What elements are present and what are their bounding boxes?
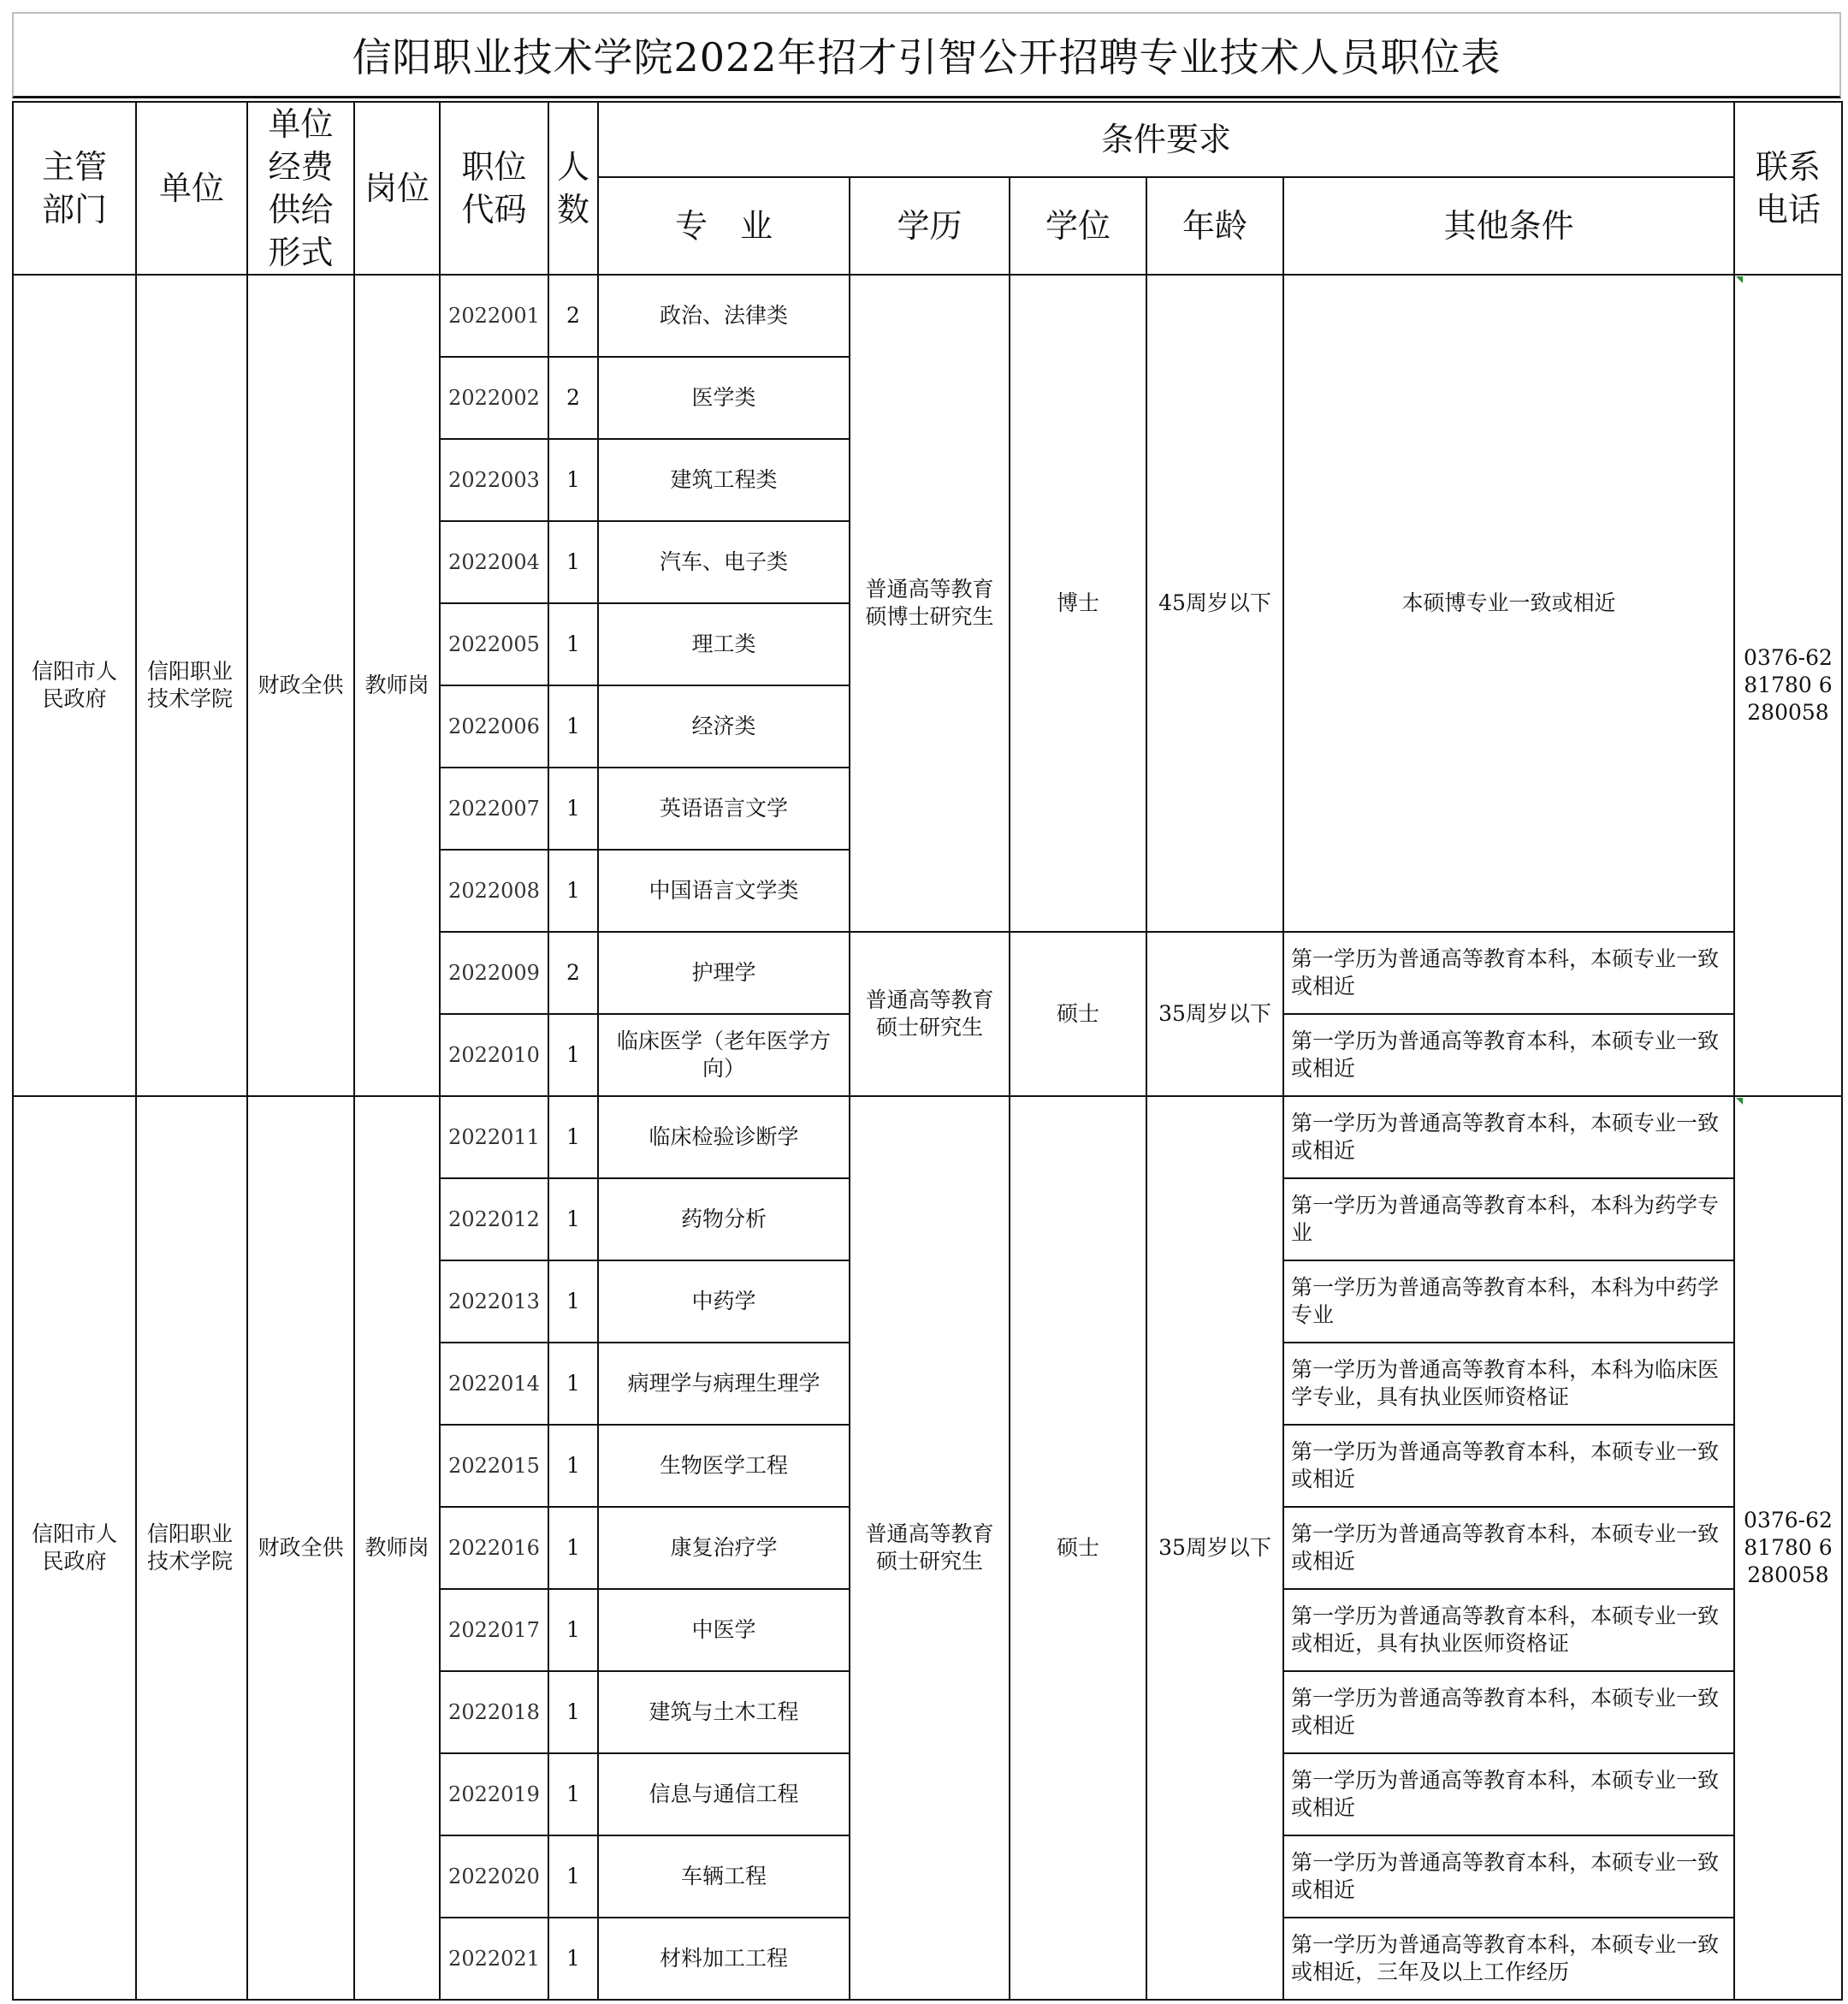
- other-conditions-cell: 第一学历为普通高等教育本科，本科为药学专业: [1283, 1178, 1734, 1260]
- code-cell: 2022005: [440, 603, 548, 685]
- other-conditions-cell: 第一学历为普通高等教育本科，本硕专业一致或相近: [1283, 1014, 1734, 1096]
- major-cell: 理工类: [598, 603, 850, 685]
- header-major: 专 业: [598, 177, 850, 275]
- other-conditions-cell: 第一学历为普通高等教育本科，本硕专业一致或相近: [1283, 1671, 1734, 1753]
- degree-cell: 博士: [1010, 275, 1146, 932]
- education-cell: 普通高等教育硕士研究生: [850, 1096, 1010, 2000]
- contact-cell: 0376-6281780 6280058: [1734, 1096, 1842, 2000]
- other-conditions-cell: 第一学历为普通高等教育本科，本硕专业一致或相近，具有执业医师资格证: [1283, 1589, 1734, 1671]
- count-cell: 1: [548, 1178, 598, 1260]
- post-cell: 教师岗: [354, 275, 440, 1096]
- major-cell: 建筑与土木工程: [598, 1671, 850, 1753]
- count-cell: 1: [548, 521, 598, 603]
- table-body: [13, 275, 1842, 2000]
- major-cell: 临床检验诊断学: [598, 1096, 850, 1178]
- code-cell: 2022017: [440, 1589, 548, 1671]
- code-cell: 2022014: [440, 1343, 548, 1425]
- recruitment-sheet: [12, 12, 1841, 1994]
- table-row: [13, 1096, 1842, 1178]
- table-row: [13, 275, 1842, 357]
- major-cell: 病理学与病理生理学: [598, 1343, 850, 1425]
- education-cell: 普通高等教育硕博士研究生: [850, 275, 1010, 932]
- header-degree: 学位: [1010, 177, 1146, 275]
- major-cell: 中医学: [598, 1589, 850, 1671]
- major-cell: 车辆工程: [598, 1835, 850, 1918]
- post-cell: 教师岗: [354, 1096, 440, 2000]
- major-cell: 护理学: [598, 932, 850, 1014]
- code-cell: 2022011: [440, 1096, 548, 1178]
- count-cell: 1: [548, 1096, 598, 1178]
- sheet-title: 信阳职业技术学院2022年招才引智公开招聘专业技术人员职位表: [12, 12, 1841, 98]
- code-cell: 2022015: [440, 1425, 548, 1507]
- header-education: 学历: [850, 177, 1010, 275]
- major-cell: 康复治疗学: [598, 1507, 850, 1589]
- other-conditions-cell: 第一学历为普通高等教育本科，本硕专业一致或相近: [1283, 1507, 1734, 1589]
- major-cell: 中药学: [598, 1260, 850, 1343]
- age-cell: 45周岁以下: [1146, 275, 1283, 932]
- header-post: 岗位: [354, 102, 440, 275]
- education-cell: 普通高等教育硕士研究生: [850, 932, 1010, 1096]
- code-cell: 2022020: [440, 1835, 548, 1918]
- position-table: [12, 101, 1843, 2001]
- count-cell: 1: [548, 1343, 598, 1425]
- major-cell: 汽车、电子类: [598, 521, 850, 603]
- count-cell: 1: [548, 1835, 598, 1918]
- code-cell: 2022013: [440, 1260, 548, 1343]
- header-count: 人数: [548, 102, 598, 275]
- count-cell: 1: [548, 1014, 598, 1096]
- age-cell: 35周岁以下: [1146, 1096, 1283, 2000]
- comment-marker-icon: [1736, 1098, 1743, 1105]
- degree-cell: 硕士: [1010, 932, 1146, 1096]
- funding-cell: 财政全供: [247, 275, 354, 1096]
- header-dept: 主管部门: [13, 102, 136, 275]
- code-cell: 2022012: [440, 1178, 548, 1260]
- code-cell: 2022010: [440, 1014, 548, 1096]
- code-cell: 2022002: [440, 357, 548, 439]
- other-conditions-cell: 第一学历为普通高等教育本科，本科为中药学专业: [1283, 1260, 1734, 1343]
- code-cell: 2022003: [440, 439, 548, 521]
- other-conditions-cell: 第一学历为普通高等教育本科，本硕专业一致或相近: [1283, 1835, 1734, 1918]
- major-cell: 经济类: [598, 685, 850, 768]
- code-cell: 2022006: [440, 685, 548, 768]
- other-conditions-cell: 本硕博专业一致或相近: [1283, 275, 1734, 932]
- count-cell: 1: [548, 1507, 598, 1589]
- count-cell: 1: [548, 1753, 598, 1835]
- major-cell: 政治、法律类: [598, 275, 850, 357]
- count-cell: 1: [548, 1918, 598, 2000]
- header-funding: 单位经费供给形式: [247, 102, 354, 275]
- header-unit: 单位: [136, 102, 247, 275]
- header-conditions: 条件要求: [598, 102, 1734, 177]
- count-cell: 2: [548, 357, 598, 439]
- count-cell: 1: [548, 1589, 598, 1671]
- header-contact: 联系电话: [1734, 102, 1842, 275]
- unit-cell: 信阳职业技术学院: [136, 275, 247, 1096]
- count-cell: 1: [548, 850, 598, 932]
- major-cell: 中国语言文学类: [598, 850, 850, 932]
- code-cell: 2022021: [440, 1918, 548, 2000]
- dept-cell: 信阳市人民政府: [13, 1096, 136, 2000]
- major-cell: 信息与通信工程: [598, 1753, 850, 1835]
- code-cell: 2022018: [440, 1671, 548, 1753]
- major-cell: 药物分析: [598, 1178, 850, 1260]
- header-row-1: [13, 102, 1842, 177]
- funding-cell: 财政全供: [247, 1096, 354, 2000]
- code-cell: 2022007: [440, 768, 548, 850]
- other-conditions-cell: 第一学历为普通高等教育本科，本科为临床医学专业，具有执业医师资格证: [1283, 1343, 1734, 1425]
- count-cell: 1: [548, 439, 598, 521]
- count-cell: 2: [548, 275, 598, 357]
- code-cell: 2022004: [440, 521, 548, 603]
- header-other: 其他条件: [1283, 177, 1734, 275]
- major-cell: 英语语言文学: [598, 768, 850, 850]
- dept-cell: 信阳市人民政府: [13, 275, 136, 1096]
- count-cell: 1: [548, 768, 598, 850]
- header-age: 年龄: [1146, 177, 1283, 275]
- header-code: 职位代码: [440, 102, 548, 275]
- unit-cell: 信阳职业技术学院: [136, 1096, 247, 2000]
- other-conditions-cell: 第一学历为普通高等教育本科，本硕专业一致或相近: [1283, 1753, 1734, 1835]
- code-cell: 2022001: [440, 275, 548, 357]
- code-cell: 2022009: [440, 932, 548, 1014]
- count-cell: 1: [548, 1260, 598, 1343]
- count-cell: 2: [548, 932, 598, 1014]
- other-conditions-cell: 第一学历为普通高等教育本科，本硕专业一致或相近: [1283, 1425, 1734, 1507]
- code-cell: 2022016: [440, 1507, 548, 1589]
- code-cell: 2022008: [440, 850, 548, 932]
- major-cell: 建筑工程类: [598, 439, 850, 521]
- contact-cell: 0376-6281780 6280058: [1734, 275, 1842, 1096]
- count-cell: 1: [548, 1425, 598, 1507]
- major-cell: 医学类: [598, 357, 850, 439]
- count-cell: 1: [548, 685, 598, 768]
- count-cell: 1: [548, 1671, 598, 1753]
- other-conditions-cell: 第一学历为普通高等教育本科，本硕专业一致或相近: [1283, 1096, 1734, 1178]
- degree-cell: 硕士: [1010, 1096, 1146, 2000]
- major-cell: 材料加工工程: [598, 1918, 850, 2000]
- major-cell: 生物医学工程: [598, 1425, 850, 1507]
- comment-marker-icon: [1736, 276, 1743, 283]
- age-cell: 35周岁以下: [1146, 932, 1283, 1096]
- code-cell: 2022019: [440, 1753, 548, 1835]
- other-conditions-cell: 第一学历为普通高等教育本科，本硕专业一致或相近，三年及以上工作经历: [1283, 1918, 1734, 2000]
- other-conditions-cell: 第一学历为普通高等教育本科，本硕专业一致或相近: [1283, 932, 1734, 1014]
- major-cell: 临床医学（老年医学方向）: [598, 1014, 850, 1096]
- count-cell: 1: [548, 603, 598, 685]
